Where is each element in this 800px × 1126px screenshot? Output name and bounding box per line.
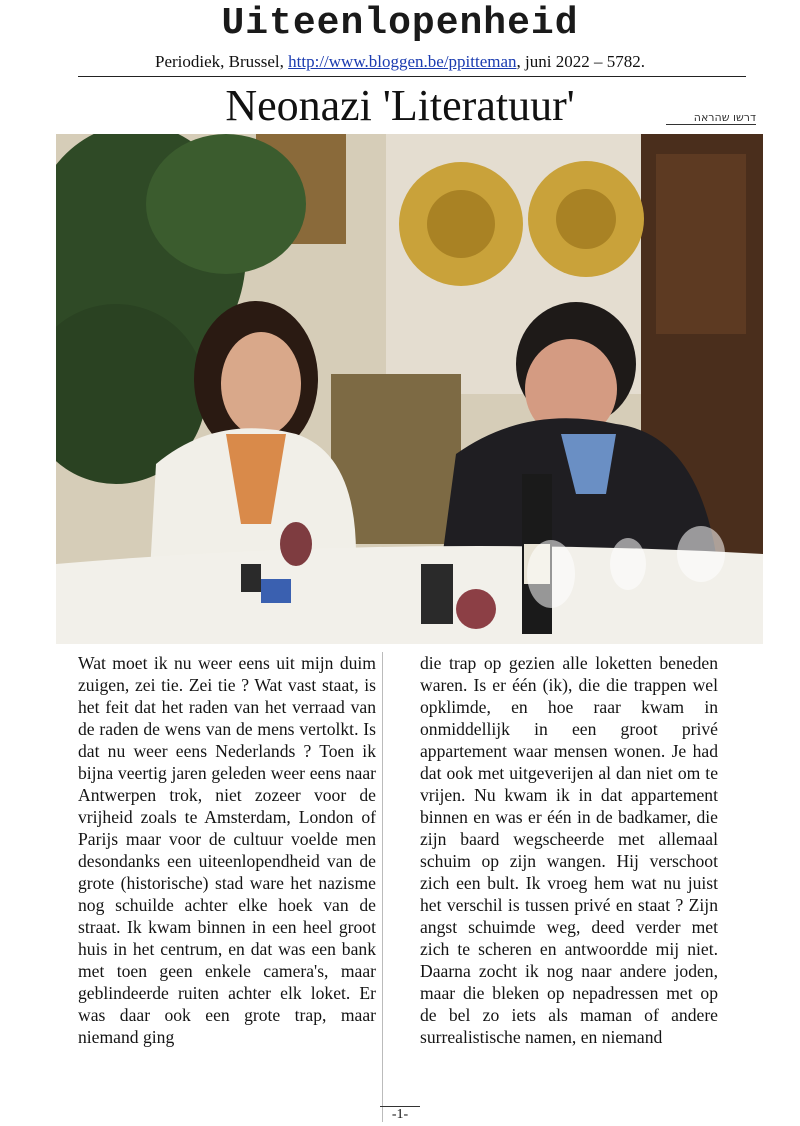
article-photo: [56, 134, 763, 644]
header-divider: [78, 76, 746, 77]
article-headline: Neonazi 'Literatuur': [225, 81, 575, 130]
column-right-text: die trap op gezien alle loketten beneden waren. Is er één (ik), die die trappen wel opklimde, en hoe raar kwam in onmiddellijk in een groot privé appartement waar mensen wonen. Je had dat ook met uitgeverijen al dan niet om te vrijen. Nu kwam ik in dat appartement binnen en was er één in de badkamer, die zijn baard wegscheerde met allemaal schuim op zijn wangen. Hij verschoot zich een bult. Ik vroeg hem wat nu juist het verschil is tussen privé en staat ? Zijn angst schuimde weg, deed verder met zich te scheren en antwoordde mij niet. Daarna zocht ik nog naar andere joden, maar die bleken op nepadressen met op de bel zo iets als maman of andere surrealistische namen, en niemand: [420, 653, 718, 1047]
page-number: -1-: [380, 1106, 420, 1123]
photo-illustration: [56, 134, 763, 644]
article-column-left: [78, 652, 383, 1122]
photo-person-left-face: [221, 332, 301, 436]
hebrew-tag: דרשו שהראה: [666, 111, 756, 125]
photo-glass-left: [280, 522, 312, 566]
article-column-right: [420, 652, 718, 1048]
column-left-text: Wat moet ik nu weer eens uit mijn duim zuigen, zei tie. Zei tie ? Wat vast staat, is het feit dat het raden van het verraad van de raden de wens van de mens vertolkt. Is dat nu weer eens Nederlands ? Toen ik bijna veertig jaren geleden weer eens naar Antwerpen trok, niet zozeer voor de vrijheid zoals te Amsterdam, London of Parijs maar voor de cultuur voelde men desondanks een uiteenlopendheid van de grote (historische) stad ware het nazisme nog schuilde achter elke hoek van de straat. Ik kwam binnen in een heel groot huis in het centrum, en dat was een bank met toen geen enkele camera's, maar geblindeerde ruiten achter elk loket. Er was daar ook een grote trap, maar niemand ging: [78, 653, 376, 1047]
blog-link[interactable]: http://www.bloggen.be/ppitteman: [288, 52, 517, 71]
masthead-title: Uiteenlopenheid: [221, 2, 579, 45]
publication-info: [0, 52, 800, 72]
publication-suffix: , juni 2022 – 5782.: [516, 52, 645, 71]
publication-prefix: Periodiek, Brussel,: [155, 52, 289, 71]
photo-tablecloth: [56, 546, 763, 644]
